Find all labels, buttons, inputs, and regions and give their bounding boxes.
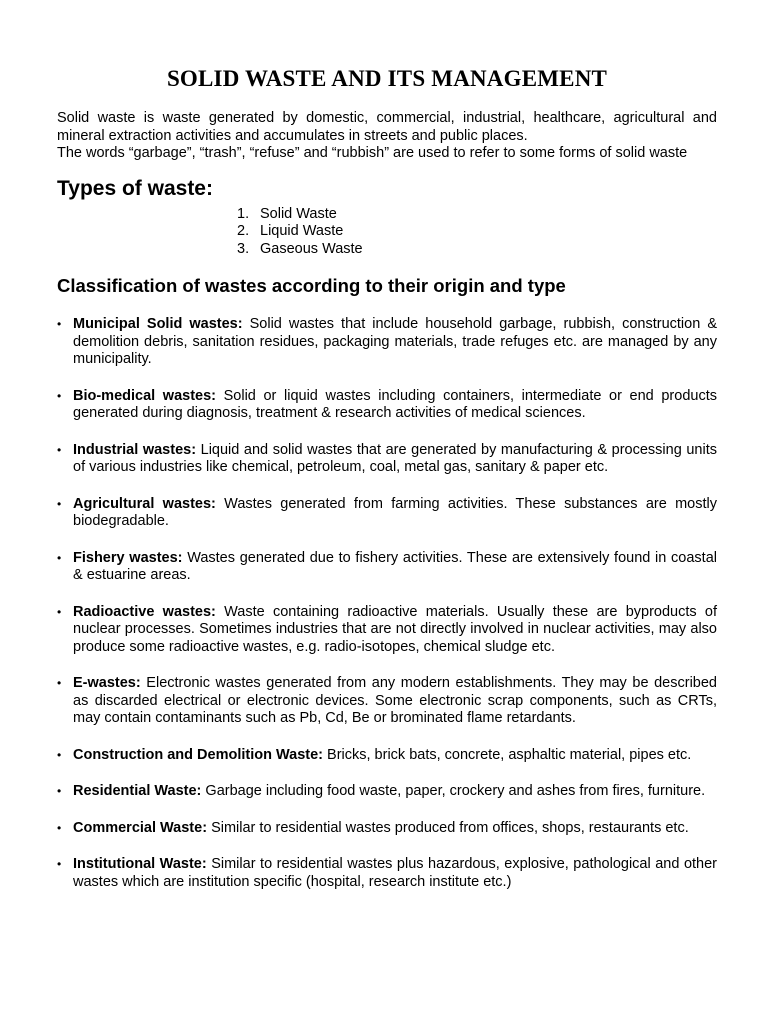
list-item — [57, 783, 717, 801]
waste-description: Liquid and solid wastes that are generated by manufacturing & processing units of various industries like chemical, petroleum, coal, metal gas, sanitary & paper etc. — [73, 441, 717, 475]
waste-description: Waste containing radioactive materials. Usually these are byproducts of nuclear processes. Sometimes industries that are not directly involved in nuclear activities, may also produce some radioactive wastes, e.g. radio-isotopes, chemical sludge etc. — [73, 603, 717, 655]
waste-term: Bio-medical wastes: — [73, 387, 216, 404]
list-item — [57, 442, 717, 477]
types-list-item — [237, 206, 717, 224]
list-label: Liquid Waste — [260, 223, 344, 239]
waste-term: Construction and Demolition Waste: — [73, 746, 323, 763]
list-item — [57, 550, 717, 585]
waste-term: Residential Waste: — [73, 783, 202, 799]
list-number: 1. — [237, 205, 250, 222]
waste-description: Similar to residential wastes produced from offices, shops, restaurants etc. — [207, 819, 689, 836]
waste-term: Radioactive wastes: — [73, 603, 216, 620]
bullet-icon: • — [57, 784, 62, 798]
list-item — [57, 316, 717, 369]
bullet-icon: • — [57, 442, 62, 457]
bullet-icon: • — [57, 550, 62, 565]
waste-description: Electronic wastes generated from any modern establishments. They may be described as discarded electrical or electronic devices. Some electronic scrap components, such as CRTs, may contain contaminants such as Pb, Cd, Be or brominated flame retardants. — [73, 675, 717, 726]
bullet-icon: • — [57, 820, 62, 835]
waste-description: Solid or liquid wastes including containers, intermediate or end products generated during diagnosis, treatment & research activities of medical sciences. — [73, 387, 717, 421]
list-item — [57, 496, 717, 531]
intro-section — [57, 110, 717, 163]
waste-term: Fishery wastes: — [73, 549, 183, 566]
list-item — [57, 747, 717, 765]
waste-description: Bricks, brick bats, concrete, asphaltic material, pipes etc. — [323, 746, 692, 763]
list-label: Solid Waste — [260, 205, 337, 222]
types-list — [57, 206, 717, 259]
document-title: SOLID WASTE AND ITS MANAGEMENT — [166, 66, 608, 91]
list-label: Gaseous Waste — [260, 240, 363, 257]
classification-list — [57, 316, 717, 891]
waste-term: Agricultural wastes: — [73, 495, 216, 512]
waste-term: Commercial Waste: — [73, 819, 208, 836]
waste-term: E-wastes: — [73, 675, 141, 691]
intro-paragraph-1: Solid waste is waste generated by domestic, commercial, industrial, healthcare, agricultural and mineral extraction activities and accumulates in streets and public places. — [57, 110, 717, 144]
intro-paragraph-2: The words “garbage”, “trash”, “refuse” and “rubbish” are used to refer to some forms of solid waste — [57, 145, 688, 161]
types-heading: Types of waste: — [57, 176, 213, 200]
bullet-icon: • — [57, 857, 62, 871]
waste-description: Wastes generated from farming activities. These substances are mostly biodegradable. — [73, 495, 717, 529]
waste-description: Garbage including food waste, paper, crockery and ashes from fires, furniture. — [201, 783, 706, 799]
waste-term: Industrial wastes: — [73, 441, 197, 458]
waste-term: Institutional Waste: — [73, 856, 207, 872]
list-number: 2. — [237, 223, 250, 239]
bullet-icon: • — [57, 604, 62, 619]
bullet-icon: • — [57, 317, 62, 331]
classification-heading: Classification of wastes according to their origin and type — [57, 275, 566, 296]
waste-description: Similar to residential wastes plus hazardous, explosive, pathological and other wastes which are institution specific (hospital, research institute etc.) — [73, 856, 717, 890]
list-item — [57, 604, 717, 657]
bullet-icon: • — [57, 676, 62, 690]
list-item — [57, 820, 717, 838]
bullet-icon: • — [57, 747, 62, 762]
document-page — [57, 62, 717, 891]
list-item — [57, 856, 717, 891]
list-item — [57, 675, 717, 728]
list-number: 3. — [237, 240, 250, 257]
bullet-icon: • — [57, 388, 62, 403]
types-list-item — [237, 223, 717, 241]
waste-term: Municipal Solid wastes: — [73, 316, 243, 332]
bullet-icon: • — [57, 496, 62, 511]
list-item — [57, 388, 717, 423]
waste-description: Solid wastes that include household garbage, rubbish, construction & demolition debris, sanitation residues, packaging materials, trade refuges etc. are managed by any municipality. — [73, 316, 717, 367]
types-list-item — [237, 241, 717, 259]
waste-description: Wastes generated due to fishery activities. These are extensively found in coastal & estuarine areas. — [73, 549, 717, 583]
